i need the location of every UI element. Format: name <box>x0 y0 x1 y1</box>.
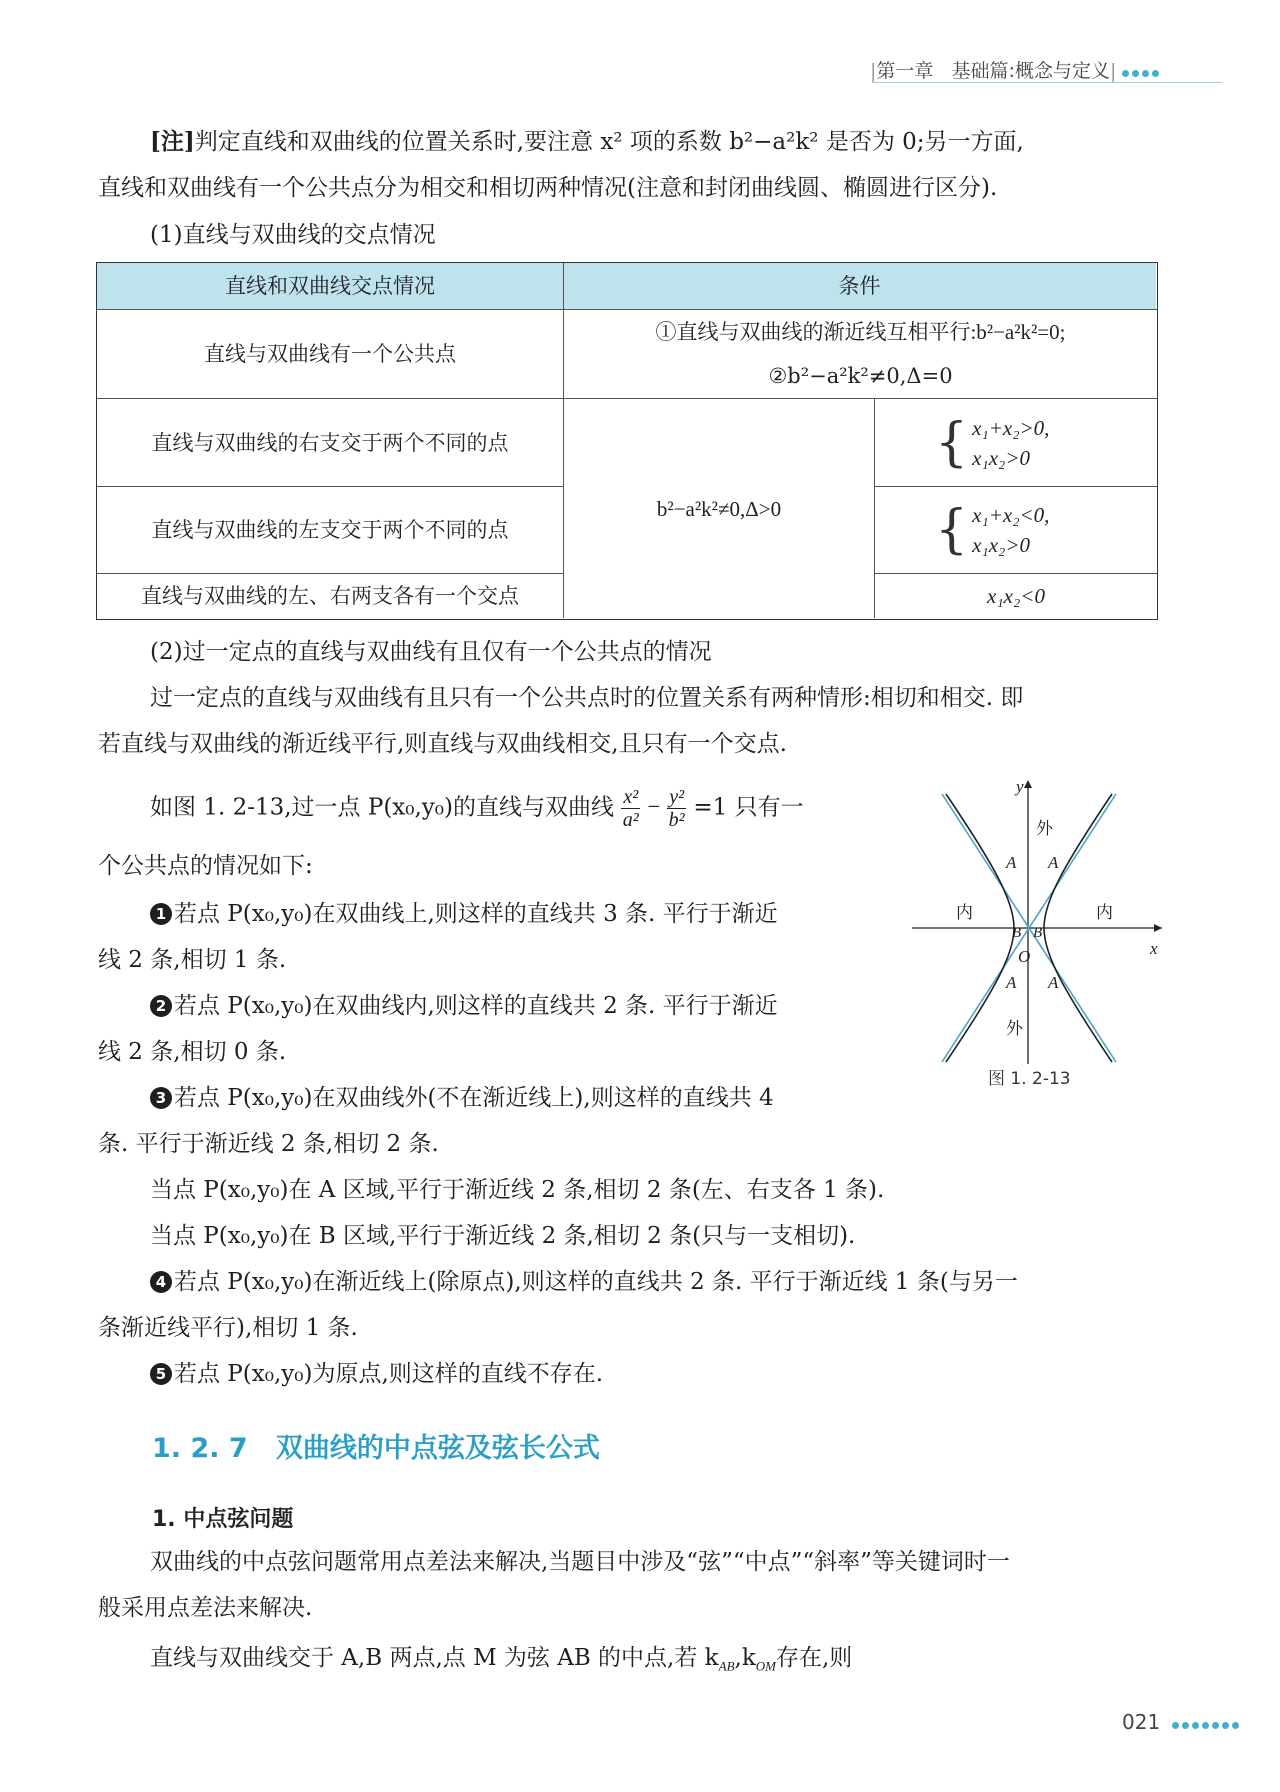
section-label: 基础篇:概念与定义 <box>951 60 1110 82</box>
region-a-label: A <box>1048 973 1059 992</box>
note-line-2: 直线和双曲线有一个公共点分为相交和相切两种情况(注意和封闭曲线圆、椭圆进行区分). <box>98 175 998 201</box>
item-5 <box>150 1358 603 1390</box>
shared-condition: b²−a²k²≠0,Δ>0 <box>656 496 782 521</box>
x-axis-arrow <box>1154 924 1162 932</box>
row4-cond: x₁x₂<0 <box>987 584 1045 608</box>
item-5-text: 若点 P(x₀,y₀)为原点,则这样的直线不存在. <box>174 1361 604 1387</box>
header-rule <box>872 82 1222 83</box>
row1-cond-2 <box>564 354 1157 398</box>
region-b-label: B <box>1012 925 1022 941</box>
circled-number-2-icon: 2 <box>150 995 172 1017</box>
row1-cond-2-text: ②b²−a²k²≠0,Δ=0 <box>768 364 953 388</box>
item-1-text: 若点 P(x₀,y₀)在双曲线上,则这样的直线共 3 条. 平行于渐近 <box>174 901 778 927</box>
row2-cond-1: x₁+x₂>0, <box>972 415 1050 440</box>
item-3-line-1 <box>150 1082 774 1114</box>
inner-right-label: 内 <box>1096 903 1113 922</box>
para2-line-2: 个公共点的情况如下: <box>98 853 313 879</box>
brace-icon: { <box>935 412 969 473</box>
decor-dots <box>1122 60 1162 82</box>
item-3-text: 若点 P(x₀,y₀)在双曲线外(不在渐近线上),则这样的直线共 4 <box>174 1085 774 1111</box>
item-1-line-2: 线 2 条,相切 1 条. <box>98 947 287 973</box>
row3-left: 直线与双曲线的左支交于两个不同的点 <box>151 518 509 542</box>
para1-line-1: 过一定点的直线与双曲线有且只有一个公共点时的位置关系有两种情形:相切和相交. 即 <box>150 685 1024 711</box>
section-heading <box>152 1426 600 1465</box>
item-3-region-b: 当点 P(x₀,y₀)在 B 区域,平行于渐近线 2 条,相切 2 条(只与一支相切). <box>150 1223 856 1249</box>
hyperbola-diagram <box>900 772 1170 1072</box>
table-header-left: 直线和双曲线交点情况 <box>97 263 563 309</box>
row1-cond-1 <box>564 310 1157 354</box>
subheading-1: (1)直线与双曲线的交点情况 <box>150 222 436 248</box>
row2-left: 直线与双曲线的右支交于两个不同的点 <box>151 430 509 455</box>
para4-end: 存在,则 <box>775 1645 853 1671</box>
section-title: 双曲线的中点弦及弦长公式 <box>275 1433 600 1464</box>
item-1-line-1 <box>150 898 778 930</box>
para4-sub-om: OM <box>755 1658 776 1674</box>
region-a-label: A <box>1006 853 1017 872</box>
hyperbola-figure <box>900 772 1170 1072</box>
note-label: [注] <box>150 128 195 155</box>
subheading-2: (2)过一定点的直线与双曲线有且仅有一个公共点的情况 <box>150 639 712 665</box>
para2-line-1 <box>150 786 804 831</box>
para2-text-b: =1 只有一 <box>693 794 804 821</box>
row3-cond <box>875 487 1157 573</box>
region-b-label: B <box>1033 925 1043 941</box>
figure-caption: 图 1. 2-13 <box>988 1069 1071 1089</box>
x-label: x <box>1150 939 1158 958</box>
subsection-heading: 1. 中点弦问题 <box>152 1507 294 1532</box>
item-2-text: 若点 P(x₀,y₀)在双曲线内,则这样的直线共 2 条. 平行于渐近 <box>174 993 778 1019</box>
row1-left: 直线与双曲线有一个公共点 <box>204 342 456 366</box>
item-4-text: 若点 P(x₀,y₀)在渐近线上(除原点),则这样的直线共 2 条. 平行于渐近线 1 条(与另一 <box>174 1269 1018 1295</box>
y-axis-arrow <box>1024 780 1032 788</box>
page-number: 021 <box>1122 1710 1161 1734</box>
note-line-1 <box>150 126 1024 158</box>
para4-sub-ab: AB <box>718 1658 735 1674</box>
para1-line-2: 若直线与双曲线的渐近线平行,则直线与双曲线相交,且只有一个交点. <box>98 731 787 757</box>
para3-line-2: 般采用点差法来解决. <box>98 1595 313 1621</box>
circled-number-1-icon: 1 <box>150 903 172 925</box>
row2-cond-2: x₁x₂>0 <box>972 445 1031 470</box>
brace-icon: { <box>935 500 969 560</box>
item-3-line-2: 条. 平行于渐近线 2 条,相切 2 条. <box>98 1131 439 1157</box>
para4 <box>150 1642 852 1683</box>
row4-left: 直线与双曲线的左、右两支各有一个交点 <box>141 584 519 608</box>
para4-text: 直线与双曲线交于 A,B 两点,点 M 为弦 AB 的中点,若 k <box>150 1645 719 1671</box>
outer-bottom-label: 外 <box>1006 1019 1023 1038</box>
row1-cond-1-text: ①直线与双曲线的渐近线互相平行:b²−a²k²=0; <box>655 320 1066 344</box>
para3-line-1: 双曲线的中点弦问题常用点差法来解决,当题目中涉及“弦”“中点”“斜率”等关键词时一 <box>150 1549 1010 1575</box>
section-number: 1. 2. 7 <box>152 1433 248 1464</box>
item-4-line-1 <box>150 1266 1018 1298</box>
item-2-line-2: 线 2 条,相切 0 条. <box>98 1039 287 1065</box>
hyperbola-equation: $\frac{\text{x²}}{\text{a²}}$ − $\frac{\text{y²}}{\text{b²}}$ <box>622 786 685 831</box>
region-a-label: A <box>1006 973 1017 992</box>
circled-number-5-icon: 5 <box>150 1363 172 1385</box>
item-4-line-2: 条渐近线平行),相切 1 条. <box>98 1315 358 1341</box>
chapter-label: 第一章 <box>876 60 934 82</box>
origin-label: O <box>1018 947 1031 966</box>
footer-dots <box>1172 1714 1242 1733</box>
item-3-region-a: 当点 P(x₀,y₀)在 A 区域,平行于渐近线 2 条,相切 2 条(左、右支各 1 条). <box>150 1177 885 1203</box>
para4-mid: ,k <box>734 1645 756 1671</box>
note-text-1: 判定直线和双曲线的位置关系时,要注意 x² 项的系数 b²−a²k² 是否为 0;另一方面, <box>194 129 1024 155</box>
circled-number-4-icon: 4 <box>150 1271 172 1293</box>
para2-text-a: 如图 1. 2-13,过一点 P(x₀,y₀)的直线与双曲线 <box>150 794 614 821</box>
y-label: y <box>1016 777 1024 796</box>
running-head: |第一章 基础篇:概念与定义| <box>870 56 1162 83</box>
region-a-label: A <box>1048 853 1059 872</box>
row3-cond-1: x₁+x₂<0, <box>972 503 1050 527</box>
intersection-table <box>96 262 1158 620</box>
row2-cond <box>875 399 1157 486</box>
circled-number-3-icon: 3 <box>150 1087 172 1109</box>
row3-cond-2: x₁x₂>0 <box>972 533 1031 557</box>
item-2-line-1 <box>150 990 778 1022</box>
outer-top-label: 外 <box>1036 819 1053 838</box>
table-header-right: 条件 <box>563 263 1156 309</box>
inner-left-label: 内 <box>956 903 973 922</box>
